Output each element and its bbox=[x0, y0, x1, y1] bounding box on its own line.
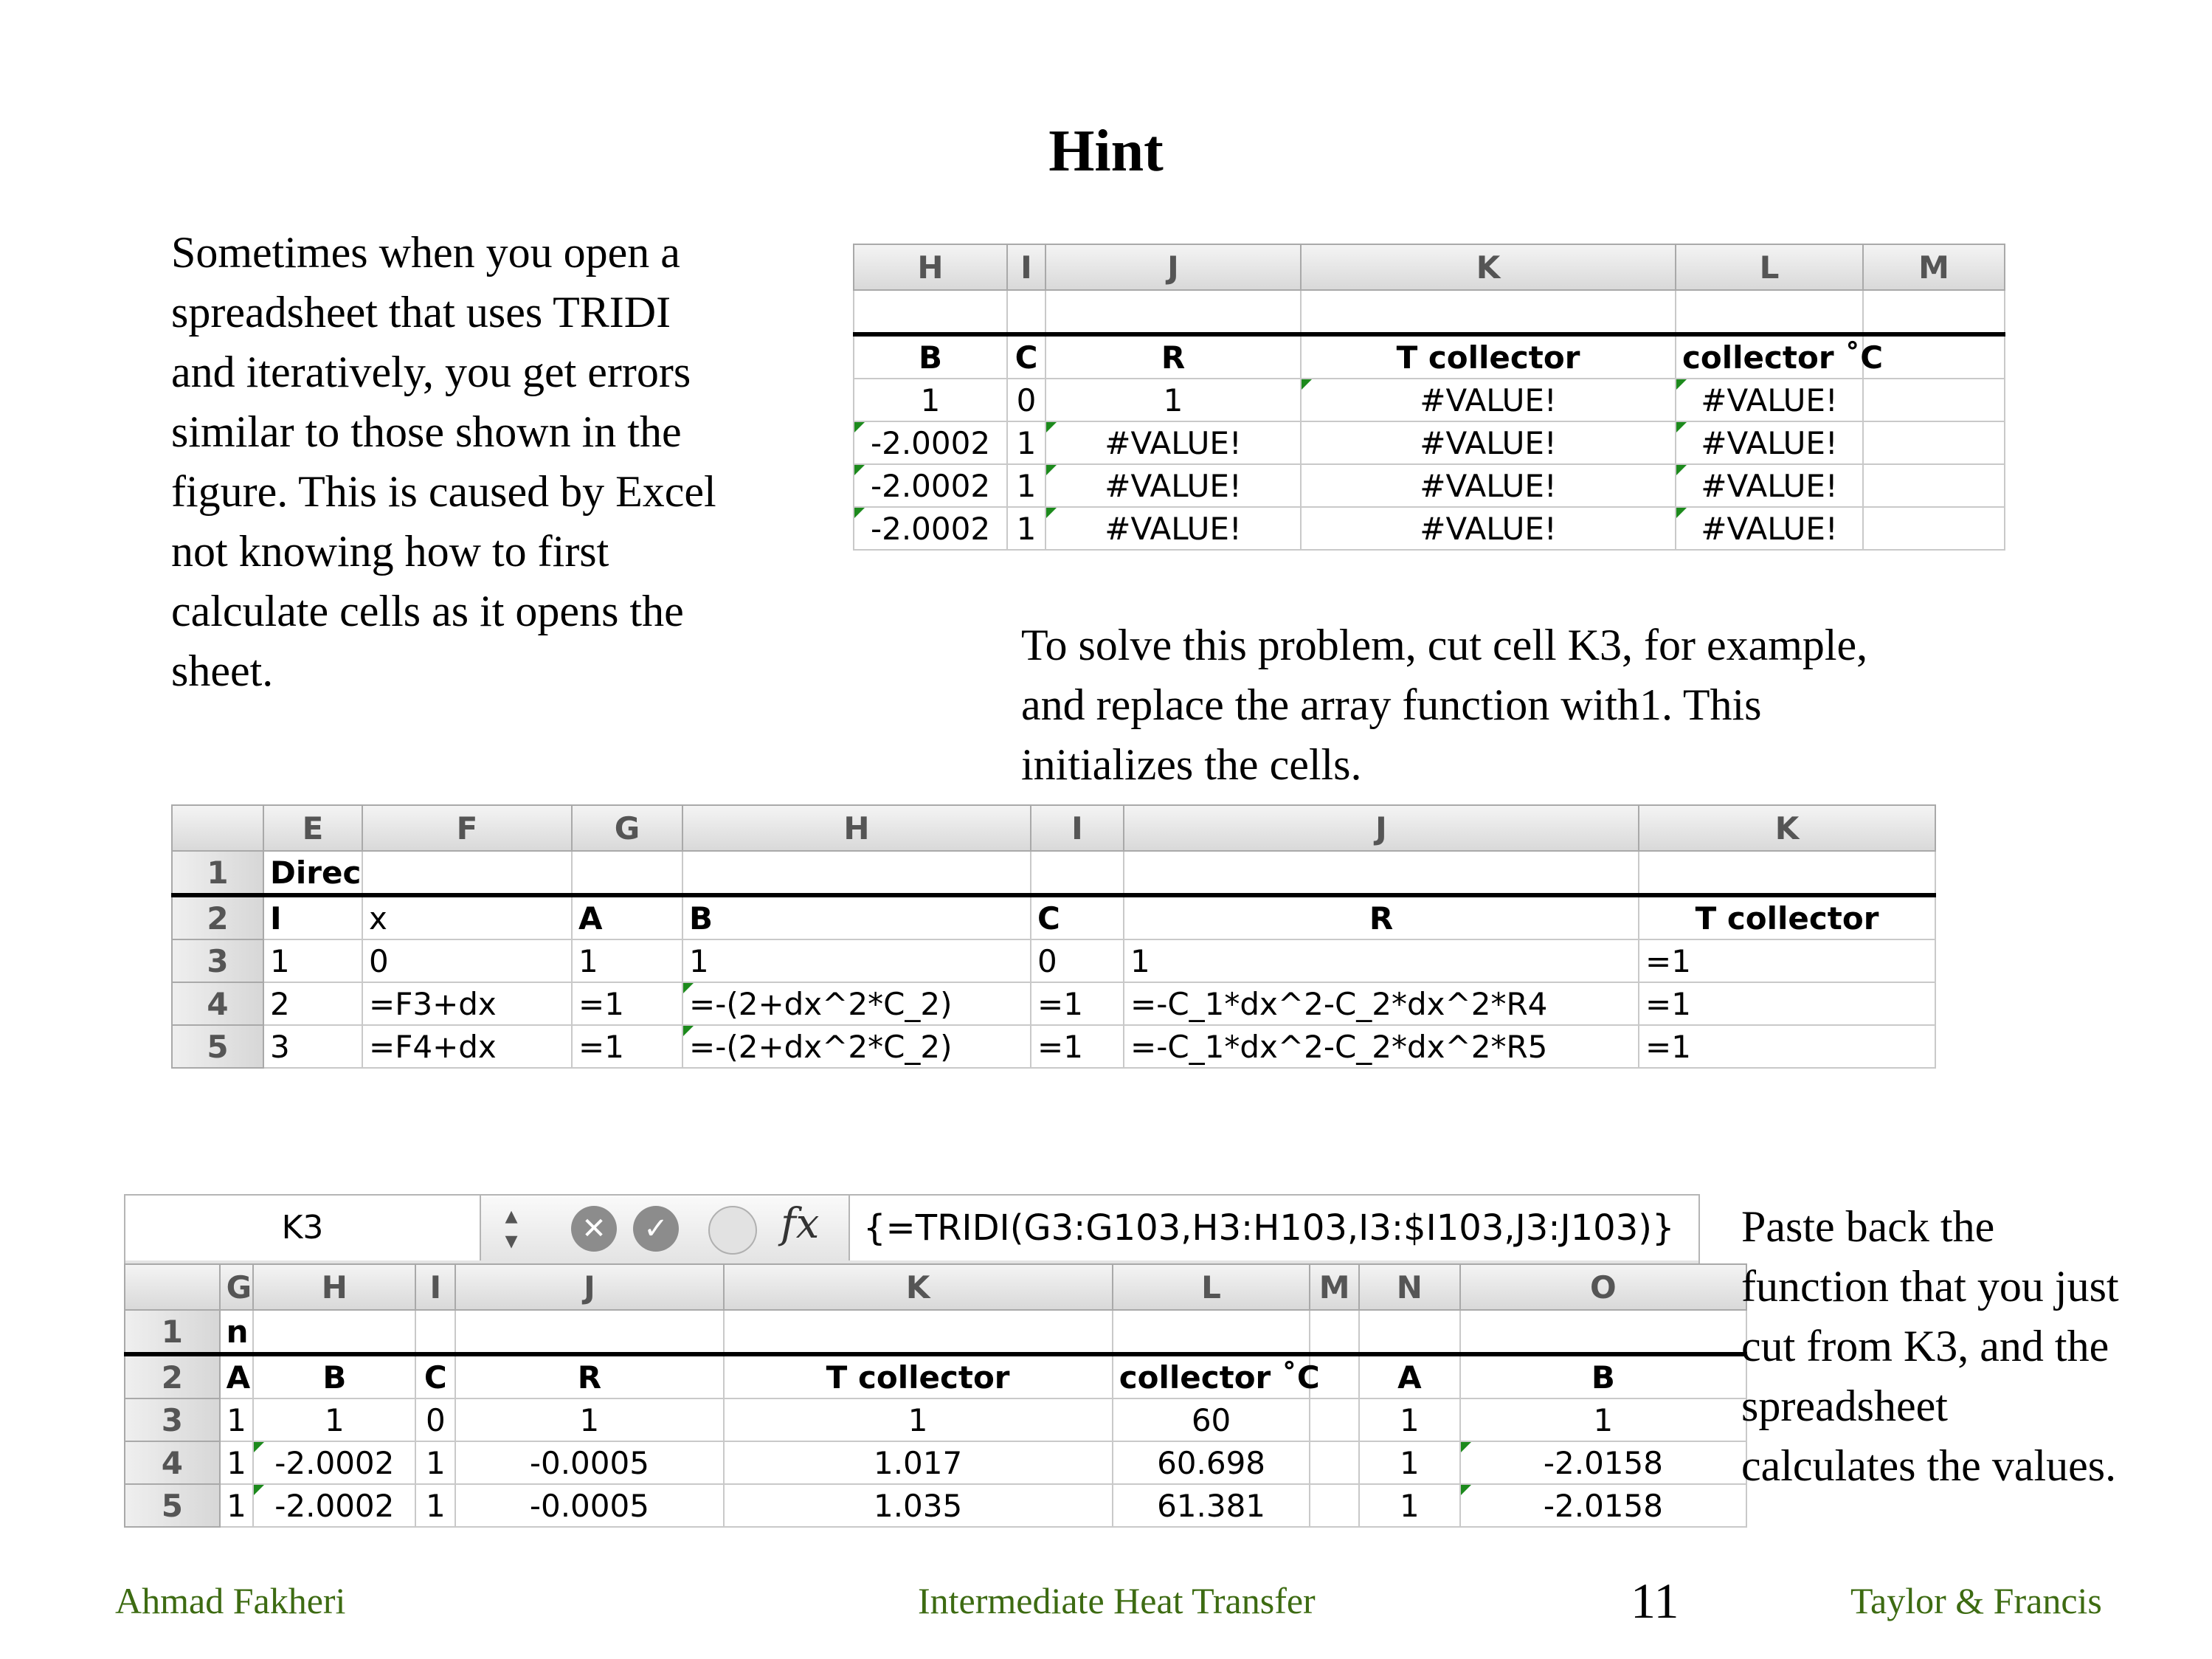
column-header[interactable]: I bbox=[1007, 244, 1045, 290]
cell[interactable]: =1 bbox=[1639, 1025, 1935, 1068]
cell[interactable]: 1 bbox=[263, 939, 362, 982]
name-box[interactable]: K3 bbox=[125, 1196, 481, 1260]
cell[interactable]: -2.0002 bbox=[854, 421, 1007, 464]
cell[interactable]: collector ˚C bbox=[1113, 1354, 1310, 1398]
accept-icon[interactable]: ✓ bbox=[633, 1206, 679, 1252]
column-header[interactable]: J bbox=[1124, 805, 1639, 851]
cell[interactable]: n bbox=[220, 1310, 254, 1354]
row-header[interactable]: 5 bbox=[125, 1484, 220, 1527]
cell[interactable]: 1 bbox=[220, 1398, 254, 1441]
column-header[interactable]: F bbox=[362, 805, 572, 851]
cell[interactable]: #VALUE! bbox=[1676, 421, 1863, 464]
cell[interactable]: B bbox=[682, 895, 1031, 939]
name-box-stepper-icon[interactable]: ▴ ▾ bbox=[505, 1201, 518, 1255]
cell[interactable]: A bbox=[220, 1354, 254, 1398]
column-header[interactable]: L bbox=[1676, 244, 1863, 290]
cell[interactable] bbox=[1113, 1310, 1310, 1354]
row-header[interactable]: 1 bbox=[172, 851, 263, 895]
cell[interactable]: T collector bbox=[1301, 334, 1676, 379]
cell[interactable]: 0 bbox=[1031, 939, 1124, 982]
cell[interactable] bbox=[1301, 290, 1676, 334]
intro-line: and iteratively, you get errors bbox=[171, 348, 691, 396]
cell[interactable]: I bbox=[263, 895, 362, 939]
cell[interactable] bbox=[1031, 851, 1124, 895]
cell[interactable]: =-(2+dx^2*C_2) bbox=[682, 982, 1031, 1025]
intro-line: not knowing how to first bbox=[171, 527, 609, 576]
cell[interactable]: =F3+dx bbox=[362, 982, 572, 1025]
cell[interactable]: 1 bbox=[253, 1398, 415, 1441]
cell[interactable]: A bbox=[572, 895, 682, 939]
column-header[interactable]: I bbox=[1031, 805, 1124, 851]
cell[interactable]: 60 bbox=[1113, 1398, 1310, 1441]
select-all-corner[interactable] bbox=[125, 1264, 220, 1310]
cell[interactable] bbox=[1863, 421, 2005, 464]
cell[interactable]: R bbox=[455, 1354, 723, 1398]
cell[interactable]: collector ˚C bbox=[1676, 334, 1863, 379]
cell[interactable]: 1 bbox=[1045, 379, 1301, 421]
column-header[interactable]: K bbox=[1301, 244, 1676, 290]
intro-paragraph bbox=[171, 223, 716, 701]
paste-paragraph bbox=[1741, 1197, 2119, 1496]
column-header[interactable]: N bbox=[1359, 1264, 1460, 1310]
cell[interactable]: #VALUE! bbox=[1676, 379, 1863, 421]
column-header[interactable]: E bbox=[263, 805, 362, 851]
cell[interactable]: 1 bbox=[1359, 1398, 1460, 1441]
cell[interactable]: -2.0158 bbox=[1460, 1484, 1746, 1527]
cell[interactable]: =1 bbox=[1031, 1025, 1124, 1068]
cell[interactable]: =-C_1*dx^2-C_2*dx^2*R4 bbox=[1124, 982, 1639, 1025]
intro-line: sheet. bbox=[171, 646, 274, 695]
footer-publisher: Taylor & Francis bbox=[1850, 1580, 2102, 1621]
cell[interactable] bbox=[1359, 1310, 1460, 1354]
cell[interactable]: #VALUE! bbox=[1301, 379, 1676, 421]
cell[interactable]: #VALUE! bbox=[1045, 421, 1301, 464]
cell[interactable] bbox=[253, 1310, 415, 1354]
cell[interactable]: 1 bbox=[1007, 507, 1045, 550]
cell[interactable]: =-(2+dx^2*C_2) bbox=[682, 1025, 1031, 1068]
solve-paragraph bbox=[1021, 615, 1867, 795]
cell[interactable]: -2.0002 bbox=[253, 1441, 415, 1484]
cell[interactable]: 1 bbox=[572, 939, 682, 982]
cell[interactable] bbox=[1676, 290, 1863, 334]
cell[interactable]: =1 bbox=[1031, 982, 1124, 1025]
cell[interactable]: 0 bbox=[362, 939, 572, 982]
cell[interactable]: 0 bbox=[1007, 379, 1045, 421]
cell[interactable]: 1 bbox=[1007, 464, 1045, 507]
cell[interactable]: =F4+dx bbox=[362, 1025, 572, 1068]
column-header[interactable]: K bbox=[724, 1264, 1113, 1310]
cell[interactable]: #VALUE! bbox=[1045, 507, 1301, 550]
row-header[interactable]: 2 bbox=[172, 895, 263, 939]
cell[interactable]: T collector bbox=[1639, 895, 1935, 939]
paste-line: spreadsheet bbox=[1741, 1382, 1948, 1430]
cell[interactable] bbox=[1460, 1310, 1746, 1354]
row-header[interactable]: 3 bbox=[125, 1398, 220, 1441]
cell[interactable]: =1 bbox=[1639, 982, 1935, 1025]
cell[interactable]: 2 bbox=[263, 982, 362, 1025]
cell[interactable]: 1 bbox=[682, 939, 1031, 982]
cell[interactable] bbox=[455, 1310, 723, 1354]
cell[interactable]: =1 bbox=[1639, 939, 1935, 982]
row-header[interactable]: 3 bbox=[172, 939, 263, 982]
cell[interactable]: -2.0002 bbox=[253, 1484, 415, 1527]
cell[interactable] bbox=[1045, 290, 1301, 334]
cell[interactable] bbox=[1310, 1398, 1358, 1441]
cell[interactable]: 1 bbox=[1007, 421, 1045, 464]
cell[interactable]: #VALUE! bbox=[1676, 464, 1863, 507]
column-header[interactable]: O bbox=[1460, 1264, 1746, 1310]
column-header[interactable]: I bbox=[415, 1264, 455, 1310]
cell[interactable] bbox=[1863, 379, 2005, 421]
cell[interactable]: -2.0158 bbox=[1460, 1441, 1746, 1484]
row-header[interactable]: 1 bbox=[125, 1310, 220, 1354]
cell[interactable]: 3 bbox=[263, 1025, 362, 1068]
cell[interactable]: 1 bbox=[724, 1398, 1113, 1441]
column-header[interactable]: J bbox=[455, 1264, 723, 1310]
cell[interactable] bbox=[1863, 507, 2005, 550]
cell[interactable] bbox=[1863, 464, 2005, 507]
intro-line: Sometimes when you open a bbox=[171, 228, 680, 277]
column-header[interactable]: H bbox=[854, 244, 1007, 290]
error-spreadsheet bbox=[853, 244, 1949, 561]
cell[interactable]: B bbox=[1460, 1354, 1746, 1398]
cell[interactable]: x bbox=[362, 895, 572, 939]
cell[interactable] bbox=[1007, 290, 1045, 334]
solve-line: initializes the cells. bbox=[1021, 740, 1362, 789]
paste-line: cut from K3, and the bbox=[1741, 1322, 2109, 1370]
paste-line: function that you just bbox=[1741, 1262, 2119, 1311]
paste-line: Paste back the bbox=[1741, 1202, 1995, 1251]
row-header[interactable]: 4 bbox=[125, 1441, 220, 1484]
solve-line: and replace the array function with1. This bbox=[1021, 680, 1762, 729]
cell[interactable]: 1.035 bbox=[724, 1484, 1113, 1527]
solve-line: To solve this problem, cut cell K3, for example, bbox=[1021, 621, 1868, 669]
intro-line: calculate cells as it opens the bbox=[171, 587, 684, 635]
cell[interactable] bbox=[682, 851, 1031, 895]
result-spreadsheet bbox=[124, 1263, 1697, 1538]
cell[interactable]: B bbox=[253, 1354, 415, 1398]
cell[interactable] bbox=[724, 1310, 1113, 1354]
cell[interactable] bbox=[415, 1310, 455, 1354]
cell[interactable]: #VALUE! bbox=[1676, 507, 1863, 550]
spinner-icon bbox=[708, 1206, 757, 1255]
cell[interactable]: 1 bbox=[455, 1398, 723, 1441]
row-header[interactable]: 5 bbox=[172, 1025, 263, 1068]
column-header[interactable]: L bbox=[1113, 1264, 1310, 1310]
cell[interactable]: B bbox=[854, 334, 1007, 379]
column-header[interactable]: G bbox=[572, 805, 682, 851]
column-header[interactable]: H bbox=[682, 805, 1031, 851]
cancel-icon[interactable]: ✕ bbox=[571, 1206, 617, 1252]
cell[interactable]: T collector bbox=[724, 1354, 1113, 1398]
cell[interactable]: 61.381 bbox=[1113, 1484, 1310, 1527]
cell[interactable]: 0 bbox=[415, 1398, 455, 1441]
intro-line: similar to those shown in the bbox=[171, 407, 682, 456]
column-header[interactable]: J bbox=[1045, 244, 1301, 290]
row-header[interactable]: 4 bbox=[172, 982, 263, 1025]
cell[interactable]: 1 bbox=[220, 1484, 254, 1527]
cell[interactable]: C bbox=[415, 1354, 455, 1398]
cell[interactable]: =-C_1*dx^2-C_2*dx^2*R5 bbox=[1124, 1025, 1639, 1068]
function-icon[interactable]: fx bbox=[781, 1200, 820, 1248]
column-header[interactable]: M bbox=[1310, 1264, 1358, 1310]
cell[interactable]: -2.0002 bbox=[854, 464, 1007, 507]
cell[interactable]: =1 bbox=[572, 982, 682, 1025]
cell[interactable]: R bbox=[1045, 334, 1301, 379]
cell[interactable]: -2.0002 bbox=[854, 507, 1007, 550]
footer-author: Ahmad Fakheri bbox=[115, 1580, 346, 1621]
formula-bar bbox=[124, 1194, 1700, 1265]
formula-input[interactable]: {=TRIDI(G3:G103,H3:H103,I3:$I103,J3:J103)} bbox=[848, 1196, 1698, 1260]
cell[interactable]: A bbox=[1359, 1354, 1460, 1398]
page-number: 11 bbox=[1631, 1573, 1679, 1629]
cell[interactable] bbox=[1310, 1441, 1358, 1484]
cell[interactable]: C bbox=[1007, 334, 1045, 379]
cell[interactable]: #VALUE! bbox=[1301, 421, 1676, 464]
cell[interactable] bbox=[362, 851, 572, 895]
cell[interactable]: #VALUE! bbox=[1301, 464, 1676, 507]
column-header[interactable]: G bbox=[220, 1264, 254, 1310]
cell[interactable]: #VALUE! bbox=[1301, 507, 1676, 550]
select-all-corner[interactable] bbox=[172, 805, 263, 851]
row-header[interactable]: 2 bbox=[125, 1354, 220, 1398]
cell[interactable]: Direc bbox=[263, 851, 362, 895]
cell[interactable]: 1 bbox=[220, 1441, 254, 1484]
paste-line: calculates the values. bbox=[1741, 1441, 2117, 1490]
slide-title: Hint bbox=[1048, 119, 1164, 184]
cell[interactable] bbox=[1863, 290, 2005, 334]
cell[interactable]: =1 bbox=[572, 1025, 682, 1068]
cell[interactable]: C bbox=[1031, 895, 1124, 939]
cell[interactable]: 1.017 bbox=[724, 1441, 1113, 1484]
cell[interactable]: 1 bbox=[1359, 1441, 1460, 1484]
cell[interactable] bbox=[1124, 851, 1639, 895]
cell[interactable] bbox=[854, 290, 1007, 334]
cell[interactable]: -0.0005 bbox=[455, 1441, 723, 1484]
cell[interactable]: 1 bbox=[1124, 939, 1639, 982]
column-header[interactable]: K bbox=[1639, 805, 1935, 851]
cell[interactable]: R bbox=[1124, 895, 1639, 939]
cell[interactable]: 1 bbox=[1359, 1484, 1460, 1527]
formula-spreadsheet bbox=[171, 804, 1935, 1079]
intro-line: figure. This is caused by Excel bbox=[171, 467, 716, 516]
footer-course: Intermediate Heat Transfer bbox=[918, 1580, 1316, 1621]
cell[interactable] bbox=[1310, 1484, 1358, 1527]
cell[interactable] bbox=[572, 851, 682, 895]
column-header[interactable]: M bbox=[1863, 244, 2005, 290]
cell[interactable]: 1 bbox=[1460, 1398, 1746, 1441]
cell[interactable]: 1 bbox=[415, 1441, 455, 1484]
column-header[interactable]: H bbox=[253, 1264, 415, 1310]
cell[interactable]: -0.0005 bbox=[455, 1484, 723, 1527]
cell[interactable] bbox=[1310, 1310, 1358, 1354]
intro-line: spreadsheet that uses TRIDI bbox=[171, 288, 671, 337]
cell[interactable]: 1 bbox=[415, 1484, 455, 1527]
cell[interactable]: #VALUE! bbox=[1045, 464, 1301, 507]
cell[interactable] bbox=[1863, 334, 2005, 379]
cell[interactable]: 60.698 bbox=[1113, 1441, 1310, 1484]
cell[interactable] bbox=[1639, 851, 1935, 895]
cell[interactable]: 1 bbox=[854, 379, 1007, 421]
